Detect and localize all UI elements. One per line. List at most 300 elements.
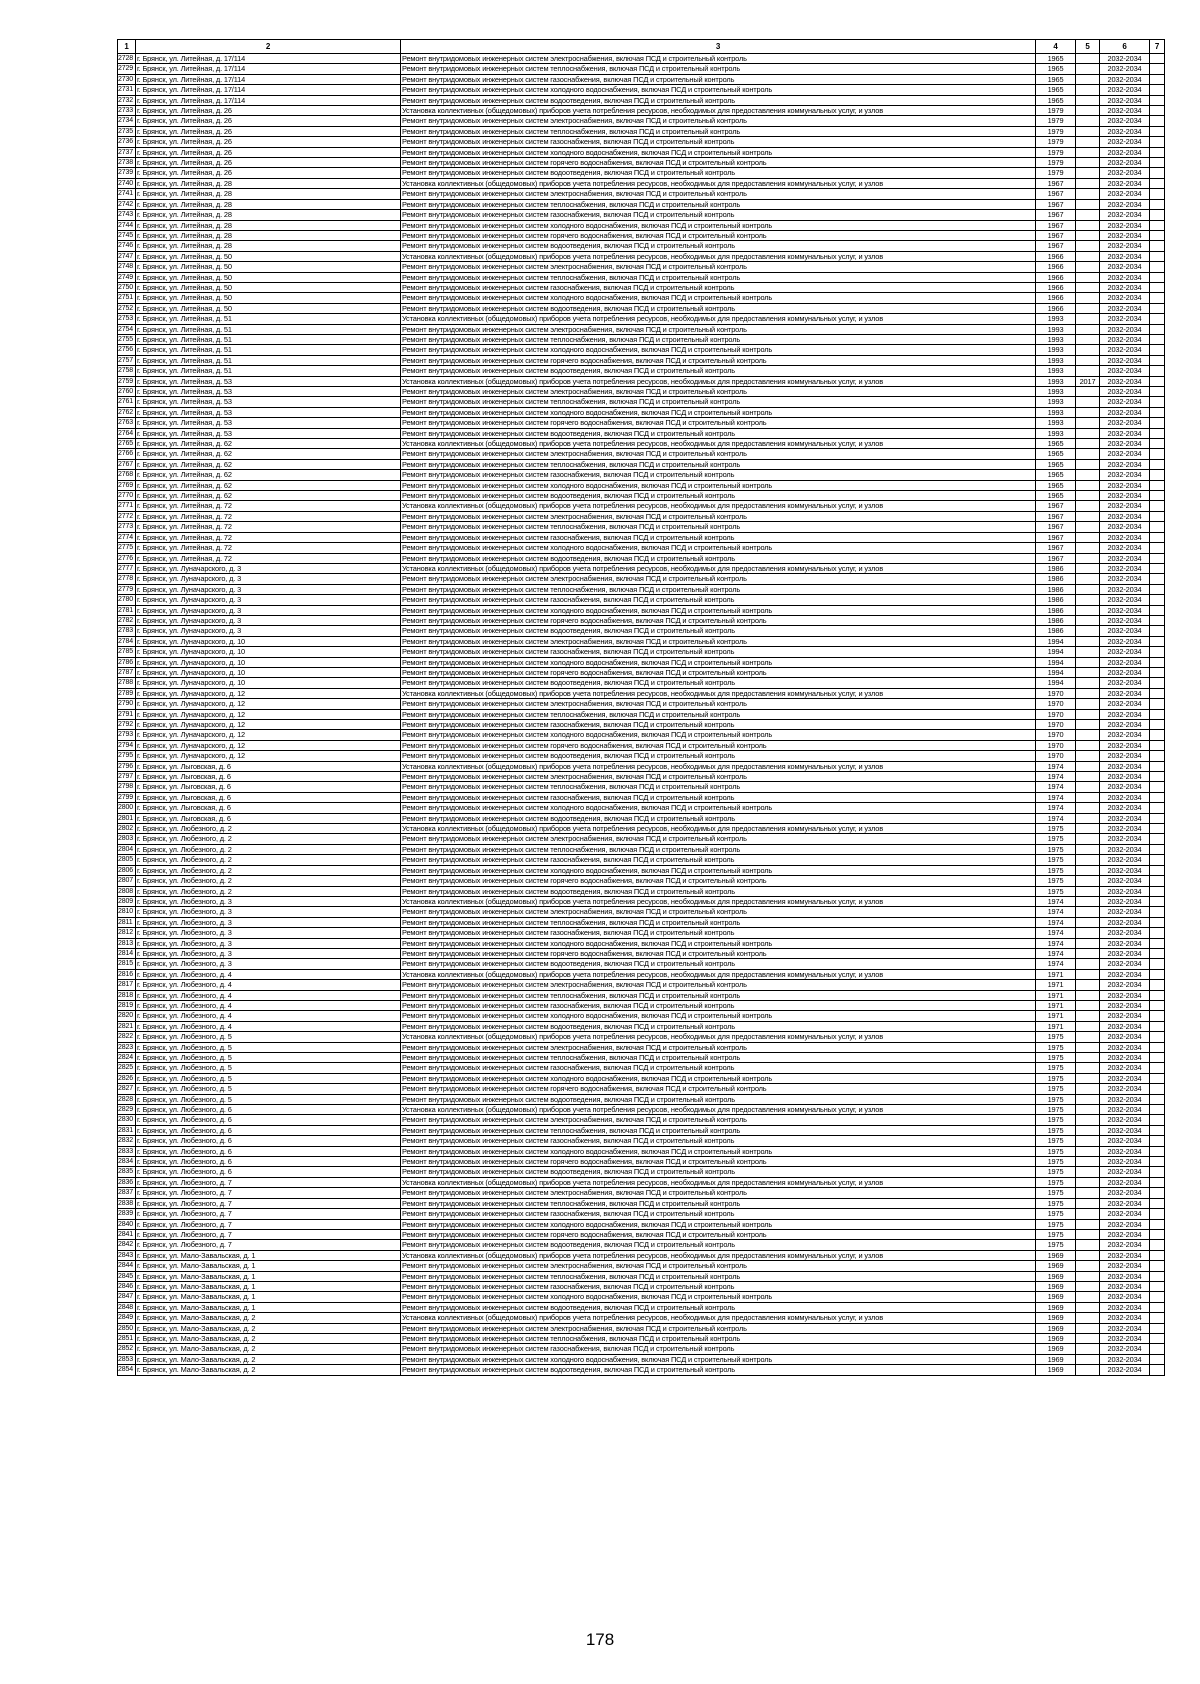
address-cell: г. Брянск, ул. Лыговская, д. 6	[136, 782, 401, 792]
build-year-cell: 1994	[1036, 678, 1076, 688]
row-number: 2830	[118, 1115, 136, 1125]
address-cell: г. Брянск, ул. Любезного, д. 6	[136, 1136, 401, 1146]
planned-period-cell: 2032-2034	[1100, 959, 1150, 969]
row-number: 2834	[118, 1157, 136, 1167]
column-7-cell	[1150, 210, 1165, 220]
column-number-row	[118, 40, 1165, 54]
work-type-cell: Ремонт внутридомовых инженерных систем водоотведения, включая ПСД и строительный контроль	[401, 168, 1036, 178]
build-year-cell: 1994	[1036, 667, 1076, 677]
work-type-cell: Ремонт внутридомовых инженерных систем горячего водоснабжения, включая ПСД и строительный контроль	[401, 1229, 1036, 1239]
row-number: 2844	[118, 1261, 136, 1271]
work-type-cell: Ремонт внутридомовых инженерных систем газоснабжения, включая ПСД и строительный контроль	[401, 74, 1036, 84]
planned-period-cell: 2032-2034	[1100, 1032, 1150, 1042]
work-type-cell: Ремонт внутридомовых инженерных систем водоотведения, включая ПСД и строительный контроль	[401, 491, 1036, 501]
address-cell: г. Брянск, ул. Любезного, д. 2	[136, 865, 401, 875]
address-cell: г. Брянск, ул. Литейная, д. 51	[136, 366, 401, 376]
address-cell: г. Брянск, ул. Любезного, д. 2	[136, 876, 401, 886]
planned-period-cell: 2032-2034	[1100, 1042, 1150, 1052]
address-cell: г. Брянск, ул. Литейная, д. 72	[136, 522, 401, 532]
build-year-cell: 1965	[1036, 74, 1076, 84]
table-row	[118, 948, 1165, 958]
planned-period-cell: 2032-2034	[1100, 761, 1150, 771]
planned-period-cell: 2032-2034	[1100, 459, 1150, 469]
planned-period-cell: 2032-2034	[1100, 106, 1150, 116]
column-7-cell	[1150, 1209, 1165, 1219]
table-row	[118, 1053, 1165, 1063]
planned-period-cell: 2032-2034	[1100, 293, 1150, 303]
table-row	[118, 230, 1165, 240]
column-header-6: 6	[1100, 40, 1150, 54]
last-repair-year-cell	[1076, 1053, 1100, 1063]
build-year-cell: 1994	[1036, 647, 1076, 657]
work-type-cell: Ремонт внутридомовых инженерных систем водоотведения, включая ПСД и строительный контроль	[401, 959, 1036, 969]
address-cell: г. Брянск, ул. Любезного, д. 4	[136, 1021, 401, 1031]
row-number: 2730	[118, 74, 136, 84]
work-type-cell: Ремонт внутридомовых инженерных систем электроснабжения, включая ПСД и строительный контроль	[401, 262, 1036, 272]
build-year-cell: 1975	[1036, 1073, 1076, 1083]
table-row	[118, 824, 1165, 834]
work-type-cell: Ремонт внутридомовых инженерных систем водоотведения, включая ПСД и строительный контроль	[401, 751, 1036, 761]
address-cell: г. Брянск, ул. Любезного, д. 2	[136, 834, 401, 844]
work-type-cell: Ремонт внутридомовых инженерных систем горячего водоснабжения, включая ПСД и строительный контроль	[401, 1084, 1036, 1094]
last-repair-year-cell	[1076, 751, 1100, 761]
table-row	[118, 1323, 1165, 1333]
work-type-cell: Ремонт внутридомовых инженерных систем теплоснабжения, включая ПСД и строительный контроль	[401, 844, 1036, 854]
last-repair-year-cell	[1076, 626, 1100, 636]
work-type-cell: Ремонт внутридомовых инженерных систем холодного водоснабжения, включая ПСД и строительный контроль	[401, 1219, 1036, 1229]
column-7-cell	[1150, 980, 1165, 990]
column-7-cell	[1150, 1198, 1165, 1208]
work-type-cell: Ремонт внутридомовых инженерных систем холодного водоснабжения, включая ПСД и строительный контроль	[401, 543, 1036, 553]
work-type-cell: Ремонт внутридомовых инженерных систем водоотведения, включая ПСД и строительный контроль	[401, 886, 1036, 896]
address-cell: г. Брянск, ул. Луначарского, д. 3	[136, 574, 401, 584]
address-cell: г. Брянск, ул. Литейная, д. 53	[136, 387, 401, 397]
work-type-cell: Ремонт внутридомовых инженерных систем водоотведения, включая ПСД и строительный контроль	[401, 1302, 1036, 1312]
planned-period-cell: 2032-2034	[1100, 501, 1150, 511]
work-type-cell: Ремонт внутридомовых инженерных систем водоотведения, включая ПСД и строительный контроль	[401, 678, 1036, 688]
row-number: 2744	[118, 220, 136, 230]
column-7-cell	[1150, 824, 1165, 834]
build-year-cell: 1967	[1036, 511, 1076, 521]
row-number: 2787	[118, 667, 136, 677]
planned-period-cell: 2032-2034	[1100, 314, 1150, 324]
last-repair-year-cell	[1076, 74, 1100, 84]
row-number: 2852	[118, 1344, 136, 1354]
row-number: 2781	[118, 605, 136, 615]
table-row	[118, 917, 1165, 927]
column-7-cell	[1150, 1021, 1165, 1031]
last-repair-year-cell	[1076, 397, 1100, 407]
column-7-cell	[1150, 1271, 1165, 1281]
planned-period-cell: 2032-2034	[1100, 491, 1150, 501]
column-7-cell	[1150, 491, 1165, 501]
table-row	[118, 1094, 1165, 1104]
address-cell: г. Брянск, ул. Луначарского, д. 3	[136, 626, 401, 636]
column-7-cell	[1150, 158, 1165, 168]
planned-period-cell: 2032-2034	[1100, 543, 1150, 553]
row-number: 2774	[118, 532, 136, 542]
row-number: 2731	[118, 85, 136, 95]
table-row	[118, 355, 1165, 365]
address-cell: г. Брянск, ул. Литейная, д. 50	[136, 251, 401, 261]
planned-period-cell: 2032-2034	[1100, 334, 1150, 344]
row-number: 2758	[118, 366, 136, 376]
address-cell: г. Брянск, ул. Любезного, д. 5	[136, 1094, 401, 1104]
work-type-cell: Ремонт внутридомовых инженерных систем холодного водоснабжения, включая ПСД и строительный контроль	[401, 730, 1036, 740]
row-number: 2735	[118, 126, 136, 136]
table-row	[118, 553, 1165, 563]
address-cell: г. Брянск, ул. Литейная, д. 26	[136, 158, 401, 168]
planned-period-cell: 2032-2034	[1100, 1271, 1150, 1281]
address-cell: г. Брянск, ул. Литейная, д. 72	[136, 543, 401, 553]
address-cell: г. Брянск, ул. Литейная, д. 50	[136, 272, 401, 282]
address-cell: г. Брянск, ул. Литейная, д. 17/114	[136, 54, 401, 64]
column-7-cell	[1150, 615, 1165, 625]
last-repair-year-cell	[1076, 844, 1100, 854]
work-type-cell: Ремонт внутридомовых инженерных систем холодного водоснабжения, включая ПСД и строительный контроль	[401, 1146, 1036, 1156]
last-repair-year-cell	[1076, 1146, 1100, 1156]
row-number: 2741	[118, 189, 136, 199]
column-7-cell	[1150, 324, 1165, 334]
row-number: 2759	[118, 376, 136, 386]
address-cell: г. Брянск, ул. Любезного, д. 3	[136, 948, 401, 958]
planned-period-cell: 2032-2034	[1100, 303, 1150, 313]
planned-period-cell: 2032-2034	[1100, 678, 1150, 688]
last-repair-year-cell	[1076, 1021, 1100, 1031]
row-number: 2752	[118, 303, 136, 313]
last-repair-year-cell	[1076, 272, 1100, 282]
work-type-cell: Установка коллективных (общедомовых) приборов учета потребления ресурсов, необходимых для предоставления коммунальных услуг, и узлов	[401, 106, 1036, 116]
work-type-cell: Ремонт внутридомовых инженерных систем электроснабжения, включая ПСД и строительный контроль	[401, 574, 1036, 584]
last-repair-year-cell	[1076, 1042, 1100, 1052]
address-cell: г. Брянск, ул. Любезного, д. 5	[136, 1032, 401, 1042]
address-cell: г. Брянск, ул. Любезного, д. 5	[136, 1073, 401, 1083]
build-year-cell: 1971	[1036, 969, 1076, 979]
table-row	[118, 772, 1165, 782]
build-year-cell: 1969	[1036, 1250, 1076, 1260]
row-number: 2822	[118, 1032, 136, 1042]
work-type-cell: Ремонт внутридомовых инженерных систем холодного водоснабжения, включая ПСД и строительный контроль	[401, 1292, 1036, 1302]
work-type-cell: Ремонт внутридомовых инженерных систем электроснабжения, включая ПСД и строительный контроль	[401, 387, 1036, 397]
work-type-cell: Ремонт внутридомовых инженерных систем холодного водоснабжения, включая ПСД и строительный контроль	[401, 480, 1036, 490]
planned-period-cell: 2032-2034	[1100, 584, 1150, 594]
planned-period-cell: 2032-2034	[1100, 1125, 1150, 1135]
last-repair-year-cell	[1076, 772, 1100, 782]
address-cell: г. Брянск, ул. Любезного, д. 3	[136, 959, 401, 969]
address-cell: г. Брянск, ул. Любезного, д. 3	[136, 938, 401, 948]
table-row	[118, 1198, 1165, 1208]
last-repair-year-cell	[1076, 189, 1100, 199]
planned-period-cell: 2032-2034	[1100, 1146, 1150, 1156]
work-type-cell: Ремонт внутридомовых инженерных систем газоснабжения, включая ПСД и строительный контроль	[401, 470, 1036, 480]
column-7-cell	[1150, 334, 1165, 344]
column-7-cell	[1150, 948, 1165, 958]
last-repair-year-cell	[1076, 980, 1100, 990]
address-cell: г. Брянск, ул. Литейная, д. 26	[136, 147, 401, 157]
row-number: 2766	[118, 449, 136, 459]
row-number: 2772	[118, 511, 136, 521]
planned-period-cell: 2032-2034	[1100, 522, 1150, 532]
planned-period-cell: 2032-2034	[1100, 95, 1150, 105]
address-cell: г. Брянск, ул. Луначарского, д. 10	[136, 636, 401, 646]
last-repair-year-cell	[1076, 459, 1100, 469]
planned-period-cell: 2032-2034	[1100, 803, 1150, 813]
column-7-cell	[1150, 563, 1165, 573]
last-repair-year-cell	[1076, 147, 1100, 157]
work-type-cell: Ремонт внутридомовых инженерных систем теплоснабжения, включая ПСД и строительный контроль	[401, 1333, 1036, 1343]
row-number: 2736	[118, 137, 136, 147]
row-number: 2820	[118, 1011, 136, 1021]
table-row	[118, 428, 1165, 438]
column-7-cell	[1150, 303, 1165, 313]
column-7-cell	[1150, 459, 1165, 469]
last-repair-year-cell	[1076, 345, 1100, 355]
table-row	[118, 1146, 1165, 1156]
work-type-cell: Ремонт внутридомовых инженерных систем электроснабжения, включая ПСД и строительный контроль	[401, 699, 1036, 709]
table-row	[118, 605, 1165, 615]
column-7-cell	[1150, 137, 1165, 147]
column-7-cell	[1150, 699, 1165, 709]
address-cell: г. Брянск, ул. Мало-Завальская, д. 2	[136, 1323, 401, 1333]
build-year-cell: 1965	[1036, 54, 1076, 64]
address-cell: г. Брянск, ул. Луначарского, д. 12	[136, 699, 401, 709]
address-cell: г. Брянск, ул. Луначарского, д. 3	[136, 595, 401, 605]
last-repair-year-cell	[1076, 1333, 1100, 1343]
address-cell: г. Брянск, ул. Луначарского, д. 12	[136, 730, 401, 740]
row-number: 2807	[118, 876, 136, 886]
planned-period-cell: 2032-2034	[1100, 886, 1150, 896]
last-repair-year-cell	[1076, 1125, 1100, 1135]
planned-period-cell: 2032-2034	[1100, 1105, 1150, 1115]
column-7-cell	[1150, 85, 1165, 95]
last-repair-year-cell	[1076, 1344, 1100, 1354]
build-year-cell: 1969	[1036, 1354, 1076, 1364]
work-type-cell: Ремонт внутридомовых инженерных систем теплоснабжения, включая ПСД и строительный контроль	[401, 990, 1036, 1000]
table-row	[118, 418, 1165, 428]
last-repair-year-cell	[1076, 314, 1100, 324]
row-number: 2819	[118, 1000, 136, 1010]
column-7-cell	[1150, 844, 1165, 854]
address-cell: г. Брянск, ул. Литейная, д. 72	[136, 553, 401, 563]
column-7-cell	[1150, 1219, 1165, 1229]
planned-period-cell: 2032-2034	[1100, 896, 1150, 906]
row-number: 2826	[118, 1073, 136, 1083]
planned-period-cell: 2032-2034	[1100, 1188, 1150, 1198]
planned-period-cell: 2032-2034	[1100, 366, 1150, 376]
build-year-cell: 1966	[1036, 282, 1076, 292]
build-year-cell: 1975	[1036, 1146, 1076, 1156]
work-type-cell: Ремонт внутридомовых инженерных систем теплоснабжения, включая ПСД и строительный контроль	[401, 1198, 1036, 1208]
planned-period-cell: 2032-2034	[1100, 865, 1150, 875]
row-number: 2842	[118, 1240, 136, 1250]
address-cell: г. Брянск, ул. Любезного, д. 2	[136, 886, 401, 896]
table-row	[118, 834, 1165, 844]
planned-period-cell: 2032-2034	[1100, 418, 1150, 428]
work-type-cell: Ремонт внутридомовых инженерных систем горячего водоснабжения, включая ПСД и строительный контроль	[401, 876, 1036, 886]
last-repair-year-cell	[1076, 969, 1100, 979]
planned-period-cell: 2032-2034	[1100, 699, 1150, 709]
build-year-cell: 1966	[1036, 303, 1076, 313]
last-repair-year-cell	[1076, 667, 1100, 677]
build-year-cell: 1969	[1036, 1365, 1076, 1375]
row-number: 2745	[118, 230, 136, 240]
column-7-cell	[1150, 251, 1165, 261]
last-repair-year-cell	[1076, 303, 1100, 313]
column-7-cell	[1150, 1063, 1165, 1073]
address-cell: г. Брянск, ул. Литейная, д. 53	[136, 428, 401, 438]
column-7-cell	[1150, 199, 1165, 209]
address-cell: г. Брянск, ул. Любезного, д. 6	[136, 1115, 401, 1125]
work-type-cell: Ремонт внутридомовых инженерных систем электроснабжения, включая ПСД и строительный контроль	[401, 1115, 1036, 1125]
row-number: 2768	[118, 470, 136, 480]
column-7-cell	[1150, 969, 1165, 979]
address-cell: г. Брянск, ул. Мало-Завальская, д. 2	[136, 1365, 401, 1375]
table-row	[118, 137, 1165, 147]
build-year-cell: 1965	[1036, 491, 1076, 501]
planned-period-cell: 2032-2034	[1100, 137, 1150, 147]
column-header-4: 4	[1036, 40, 1076, 54]
work-type-cell: Ремонт внутридомовых инженерных систем холодного водоснабжения, включая ПСД и строительный контроль	[401, 865, 1036, 875]
last-repair-year-cell	[1076, 730, 1100, 740]
address-cell: г. Брянск, ул. Любезного, д. 5	[136, 1063, 401, 1073]
build-year-cell: 1993	[1036, 407, 1076, 417]
planned-period-cell: 2032-2034	[1100, 1250, 1150, 1260]
column-7-cell	[1150, 595, 1165, 605]
build-year-cell: 1975	[1036, 1209, 1076, 1219]
address-cell: г. Брянск, ул. Литейная, д. 51	[136, 324, 401, 334]
last-repair-year-cell	[1076, 896, 1100, 906]
row-number: 2793	[118, 730, 136, 740]
planned-period-cell: 2032-2034	[1100, 397, 1150, 407]
table-row	[118, 543, 1165, 553]
work-type-cell: Ремонт внутридомовых инженерных систем газоснабжения, включая ПСД и строительный контроль	[401, 1209, 1036, 1219]
work-type-cell: Установка коллективных (общедомовых) приборов учета потребления ресурсов, необходимых для предоставления коммунальных услуг, и узлов	[401, 1177, 1036, 1187]
address-cell: г. Брянск, ул. Любезного, д. 3	[136, 907, 401, 917]
row-number: 2784	[118, 636, 136, 646]
address-cell: г. Брянск, ул. Луначарского, д. 12	[136, 720, 401, 730]
build-year-cell: 1969	[1036, 1302, 1076, 1312]
address-cell: г. Брянск, ул. Литейная, д. 28	[136, 189, 401, 199]
column-7-cell	[1150, 886, 1165, 896]
build-year-cell: 1975	[1036, 1198, 1076, 1208]
build-year-cell: 1969	[1036, 1313, 1076, 1323]
last-repair-year-cell	[1076, 1271, 1100, 1281]
last-repair-year-cell: 2017	[1076, 376, 1100, 386]
work-type-cell: Ремонт внутридомовых инженерных систем водоотведения, включая ПСД и строительный контроль	[401, 303, 1036, 313]
address-cell: г. Брянск, ул. Любезного, д. 6	[136, 1146, 401, 1156]
table-row	[118, 147, 1165, 157]
work-type-cell: Ремонт внутридомовых инженерных систем водоотведения, включая ПСД и строительный контроль	[401, 1240, 1036, 1250]
last-repair-year-cell	[1076, 584, 1100, 594]
work-type-cell: Установка коллективных (общедомовых) приборов учета потребления ресурсов, необходимых для предоставления коммунальных услуг, и узлов	[401, 439, 1036, 449]
row-number: 2740	[118, 178, 136, 188]
planned-period-cell: 2032-2034	[1100, 262, 1150, 272]
work-type-cell: Ремонт внутридомовых инженерных систем водоотведения, включая ПСД и строительный контроль	[401, 1365, 1036, 1375]
last-repair-year-cell	[1076, 1229, 1100, 1239]
last-repair-year-cell	[1076, 158, 1100, 168]
table-row	[118, 720, 1165, 730]
column-7-cell	[1150, 293, 1165, 303]
work-type-cell: Ремонт внутридомовых инженерных систем газоснабжения, включая ПСД и строительный контроль	[401, 720, 1036, 730]
column-7-cell	[1150, 543, 1165, 553]
build-year-cell: 1966	[1036, 272, 1076, 282]
column-7-cell	[1150, 1250, 1165, 1260]
build-year-cell: 1966	[1036, 251, 1076, 261]
build-year-cell: 1967	[1036, 543, 1076, 553]
address-cell: г. Брянск, ул. Луначарского, д. 10	[136, 647, 401, 657]
planned-period-cell: 2032-2034	[1100, 782, 1150, 792]
work-type-cell: Ремонт внутридомовых инженерных систем водоотведения, включая ПСД и строительный контроль	[401, 428, 1036, 438]
build-year-cell: 1975	[1036, 1229, 1076, 1239]
column-7-cell	[1150, 678, 1165, 688]
column-7-cell	[1150, 896, 1165, 906]
build-year-cell: 1965	[1036, 85, 1076, 95]
build-year-cell: 1975	[1036, 1105, 1076, 1115]
planned-period-cell: 2032-2034	[1100, 470, 1150, 480]
work-type-cell: Ремонт внутридомовых инженерных систем холодного водоснабжения, включая ПСД и строительный контроль	[401, 220, 1036, 230]
last-repair-year-cell	[1076, 1198, 1100, 1208]
table-row	[118, 376, 1165, 386]
build-year-cell: 1967	[1036, 532, 1076, 542]
last-repair-year-cell	[1076, 595, 1100, 605]
last-repair-year-cell	[1076, 1084, 1100, 1094]
row-number: 2810	[118, 907, 136, 917]
planned-period-cell: 2032-2034	[1100, 792, 1150, 802]
planned-period-cell: 2032-2034	[1100, 230, 1150, 240]
work-type-cell: Ремонт внутридомовых инженерных систем водоотведения, включая ПСД и строительный контроль	[401, 366, 1036, 376]
work-type-cell: Ремонт внутридомовых инженерных систем электроснабжения, включая ПСД и строительный контроль	[401, 772, 1036, 782]
table-row	[118, 740, 1165, 750]
table-row	[118, 1167, 1165, 1177]
build-year-cell: 1993	[1036, 376, 1076, 386]
build-year-cell: 1975	[1036, 1094, 1076, 1104]
column-7-cell	[1150, 262, 1165, 272]
column-7-cell	[1150, 449, 1165, 459]
work-type-cell: Установка коллективных (общедомовых) приборов учета потребления ресурсов, необходимых для предоставления коммунальных услуг, и узлов	[401, 1105, 1036, 1115]
table-row	[118, 511, 1165, 521]
planned-period-cell: 2032-2034	[1100, 210, 1150, 220]
work-type-cell: Установка коллективных (общедомовых) приборов учета потребления ресурсов, необходимых для предоставления коммунальных услуг, и узлов	[401, 1313, 1036, 1323]
last-repair-year-cell	[1076, 428, 1100, 438]
last-repair-year-cell	[1076, 948, 1100, 958]
planned-period-cell: 2032-2034	[1100, 1094, 1150, 1104]
last-repair-year-cell	[1076, 366, 1100, 376]
table-row	[118, 345, 1165, 355]
work-type-cell: Ремонт внутридомовых инженерных систем теплоснабжения, включая ПСД и строительный контроль	[401, 1125, 1036, 1135]
address-cell: г. Брянск, ул. Луначарского, д. 3	[136, 615, 401, 625]
planned-period-cell: 2032-2034	[1100, 1229, 1150, 1239]
column-7-cell	[1150, 501, 1165, 511]
table-row	[118, 1229, 1165, 1239]
work-type-cell: Ремонт внутридомовых инженерных систем холодного водоснабжения, включая ПСД и строительный контроль	[401, 345, 1036, 355]
row-number: 2790	[118, 699, 136, 709]
last-repair-year-cell	[1076, 230, 1100, 240]
row-number: 2775	[118, 543, 136, 553]
table-row	[118, 64, 1165, 74]
table-row	[118, 126, 1165, 136]
address-cell: г. Брянск, ул. Литейная, д. 17/114	[136, 64, 401, 74]
address-cell: г. Брянск, ул. Любезного, д. 4	[136, 1000, 401, 1010]
table-row	[118, 959, 1165, 969]
build-year-cell: 1966	[1036, 262, 1076, 272]
column-7-cell	[1150, 532, 1165, 542]
column-7-cell	[1150, 782, 1165, 792]
build-year-cell: 1975	[1036, 844, 1076, 854]
row-number: 2756	[118, 345, 136, 355]
column-7-cell	[1150, 480, 1165, 490]
column-7-cell	[1150, 1167, 1165, 1177]
last-repair-year-cell	[1076, 1209, 1100, 1219]
